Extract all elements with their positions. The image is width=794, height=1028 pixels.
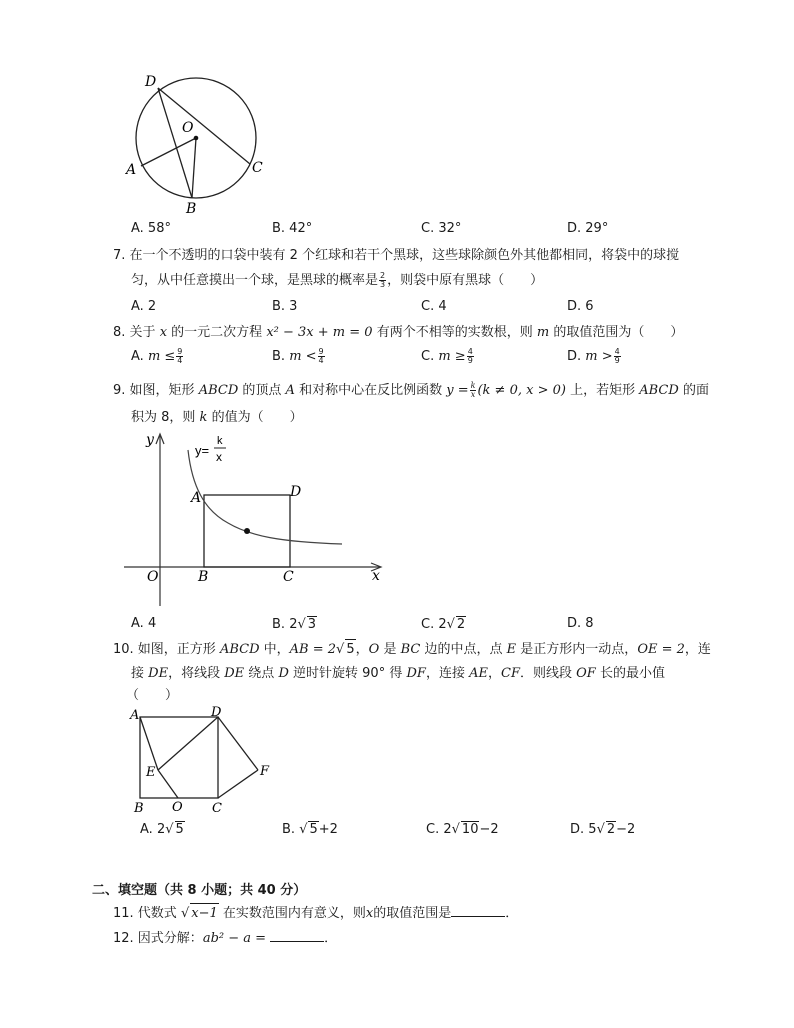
q8-option-c[interactable]: C. m ≥ $\frac{4}{9}$	[421, 347, 473, 365]
label-a: A	[126, 162, 137, 178]
q12-stem: 12. 因式分解：ab² − a = ．	[113, 931, 338, 946]
q6-option-a[interactable]: A. 58°	[131, 221, 171, 236]
q9-option-c[interactable]: C. 2√ 2	[421, 617, 466, 632]
center-point	[194, 136, 199, 141]
chord-ao	[141, 138, 196, 166]
label-d: D	[290, 484, 302, 500]
label-a: A	[130, 708, 140, 723]
q10-option-a[interactable]: A. 2√ 5	[140, 822, 184, 837]
q8-option-b[interactable]: B. m < $\frac{9}{4}$	[272, 347, 324, 365]
section-heading-fill-in: 二、填空题（共 8 小题；共 40 分）	[92, 883, 307, 898]
segment-de	[158, 717, 218, 770]
q10-option-d[interactable]: D. 5√ 2−2	[570, 822, 636, 837]
y-axis-label: y	[146, 432, 154, 448]
q10-option-c[interactable]: C. 2√ 10−2	[426, 822, 499, 837]
q11-stem: 11. 代数式 √ x−1 在实数范围内有意义，则x的取值范围是 ．	[113, 903, 518, 924]
func-label-num: k	[217, 435, 223, 447]
label-a: A	[191, 490, 202, 506]
q9-option-d[interactable]: D. 8	[567, 616, 594, 631]
x-axis-label: x	[372, 568, 380, 584]
q12-answer-blank[interactable]	[270, 929, 324, 942]
q9-line2: 积为 8，则 k 的值为（ ）	[131, 410, 303, 425]
label-c: C	[212, 801, 222, 816]
func-label: y=	[195, 443, 210, 458]
label-o: O	[147, 569, 159, 585]
radius-ob	[192, 138, 196, 198]
label-b: B	[198, 569, 209, 585]
q9-option-b[interactable]: B. 2√ 3	[272, 617, 317, 632]
q9-graph-figure	[118, 428, 390, 610]
q8-option-a[interactable]: A. m ≤ $\frac{9}{4}$	[131, 347, 183, 365]
label-f: F	[260, 764, 270, 779]
label-b: B	[186, 201, 197, 217]
hyperbola-curve	[188, 450, 342, 544]
q8-stem: 8. 关于 x 的一元二次方程 x² − 3x + m = 0 有两个不相等的实数根，则 m 的取值范围为（ ）	[113, 325, 684, 340]
q7-text-b: ，则袋中原有黑球（ ）	[387, 273, 544, 288]
q9-line1: 9. 如图，矩形 ABCD 的顶点 A 和对称中心在反比例函数 y = $\frac{k}{x}$ (k ≠ 0, x > 0) 上，若矩形 ABCD 的面	[113, 381, 709, 399]
q7-option-b[interactable]: B. 3	[272, 299, 298, 314]
label-b: B	[134, 801, 144, 816]
chord-dc	[158, 88, 250, 164]
q7-option-a[interactable]: A. 2	[131, 299, 157, 314]
q11-answer-blank[interactable]	[451, 904, 505, 917]
symmetry-center-point	[244, 528, 250, 534]
segment-df	[218, 717, 258, 770]
func-label-den: x	[216, 450, 222, 464]
q7-line2	[131, 271, 543, 291]
segment-eo	[158, 770, 178, 798]
q10-line1: 10. 如图，正方形 ABCD 中，AB = 2√ 5，O 是 BC 边的中点，点 E 是正方形内一动点，OE = 2，连	[113, 639, 711, 660]
label-o: O	[172, 800, 183, 815]
q10-line3: （ ）	[126, 688, 179, 703]
q7-line1: 7. 在一个不透明的口袋中装有 2 个红球和若干个黑球，这些球除颜色外其他都相同，将袋中的球搅	[113, 248, 680, 263]
q10-line2: 接 DE，将线段 DE 绕点 D 逆时针旋转 90° 得 DF，连接 AE，CF．则线段 OF 长的最小值	[131, 666, 665, 681]
label-c: C	[252, 160, 263, 176]
q7-text-a: 匀，从中任意摸出一个球，是黑球的概率是	[131, 273, 379, 288]
q6-option-c[interactable]: C. 32°	[421, 221, 462, 236]
q6-option-d[interactable]: D. 29°	[567, 221, 609, 236]
q8-option-d[interactable]: D. m > $\frac{4}{9}$	[567, 347, 620, 365]
q9-option-a[interactable]: A. 4	[131, 616, 157, 631]
segment-cf	[218, 770, 258, 798]
q10-option-b[interactable]: B. √ 5+2	[282, 822, 338, 837]
q7-option-d[interactable]: D. 6	[567, 299, 594, 314]
segment-ae	[140, 717, 158, 770]
square-abcd	[140, 717, 218, 798]
circle-figure	[120, 70, 280, 218]
q10-square-figure	[126, 706, 276, 818]
label-o: O	[182, 120, 194, 136]
q7-option-c[interactable]: C. 4	[421, 299, 447, 314]
label-d: D	[211, 706, 222, 720]
label-e: E	[146, 765, 156, 780]
label-c: C	[283, 569, 294, 585]
q8-equation: x² − 3x + m = 0	[266, 325, 373, 340]
label-d: D	[145, 74, 157, 90]
q6-option-b[interactable]: B. 42°	[272, 221, 313, 236]
q7-fraction: $\frac{2}{3}$	[380, 271, 386, 289]
